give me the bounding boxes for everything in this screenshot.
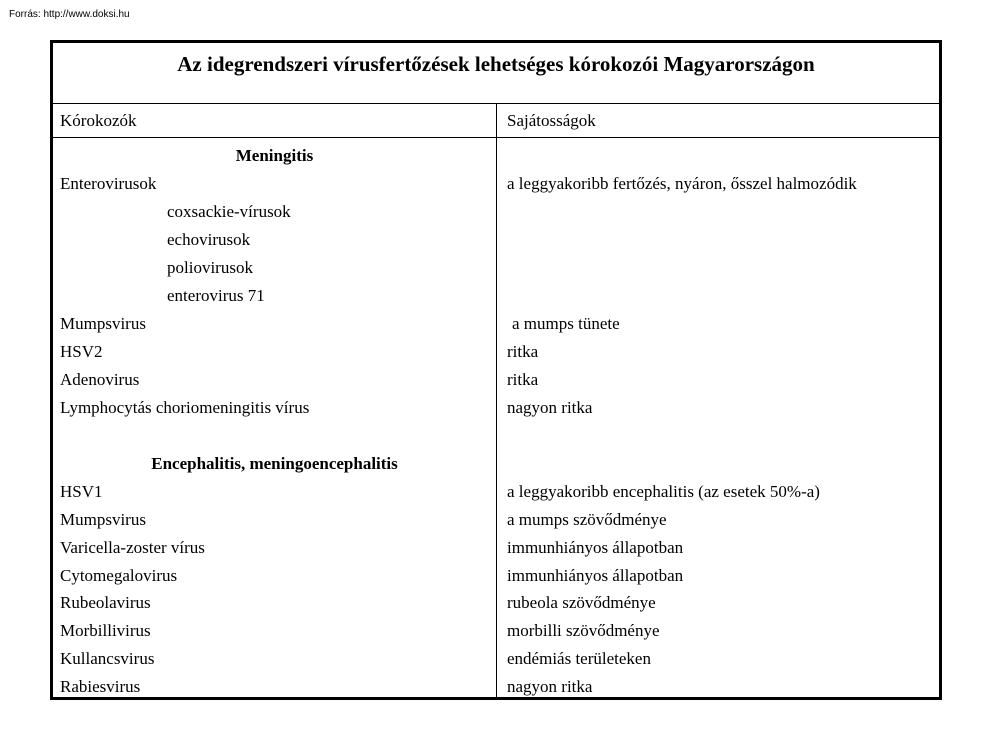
table-row-characteristic: ritka	[507, 370, 539, 389]
section-heading-encephalitis: Encephalitis, meningoencephalitis	[151, 454, 398, 473]
table-row-pathogen-subtype: poliovirusok	[167, 258, 253, 277]
column-header-characteristics: Sajátosságok	[507, 111, 596, 130]
table-row-pathogen: Varicella-zoster vírus	[60, 538, 205, 557]
table-row-pathogen: Mumpsvirus	[60, 314, 146, 333]
table-row-characteristic: ritka	[507, 342, 539, 361]
table-row-characteristic: a leggyakoribb fertőzés, nyáron, ősszel halmozódik	[507, 174, 857, 193]
table-row-characteristic: rubeola szövődménye	[507, 593, 656, 612]
table-row-characteristic: a leggyakoribb encephalitis (az esetek 50%-a)	[507, 482, 820, 501]
table-row-pathogen-subtype: coxsackie-vírusok	[167, 202, 291, 221]
table-row-pathogen: Morbillivirus	[60, 621, 151, 640]
table-row-characteristic: a mumps tünete	[512, 314, 620, 333]
table-row-pathogen: Cytomegalovirus	[60, 566, 178, 585]
table-row-pathogen: HSV1	[60, 482, 103, 501]
table-row-pathogen: Mumpsvirus	[60, 510, 146, 529]
table-row-pathogen: Kullancsvirus	[60, 649, 155, 668]
table-row-pathogen: HSV2	[60, 342, 103, 361]
table-row-pathogen: Rabiesvirus	[60, 677, 141, 696]
table-row-characteristic: nagyon ritka	[507, 398, 593, 417]
table-row-pathogen: Rubeolavirus	[60, 593, 151, 612]
table-row-characteristic: immunhiányos állapotban	[507, 538, 684, 557]
column-divider	[496, 104, 497, 697]
table-row-pathogen-subtype: enterovirus 71	[167, 286, 265, 305]
table-row-pathogen: Enterovirusok	[60, 174, 157, 193]
column-header-pathogens: Kórokozók	[60, 111, 137, 130]
table-row-characteristic: endémiás területeken	[507, 649, 651, 668]
section-heading-meningitis: Meningitis	[235, 146, 314, 165]
table-row-pathogen: Adenovirus	[60, 370, 140, 389]
source-note: Forrás: http://www.doksi.hu	[9, 9, 130, 20]
pathogen-table	[50, 40, 942, 700]
title-row	[53, 43, 939, 104]
table-row-characteristic: morbilli szövődménye	[507, 621, 660, 640]
table-row-characteristic: a mumps szövődménye	[507, 510, 667, 529]
table-row-characteristic: nagyon ritka	[507, 677, 593, 696]
table-row-pathogen: Lymphocytás choriomeningitis vírus	[60, 398, 310, 417]
table-title: Az idegrendszeri vírusfertőzések lehetséges kórokozói Magyarországon	[177, 52, 815, 76]
table-row-characteristic: immunhiányos állapotban	[507, 566, 684, 585]
table-row-pathogen-subtype: echovirusok	[167, 230, 251, 249]
